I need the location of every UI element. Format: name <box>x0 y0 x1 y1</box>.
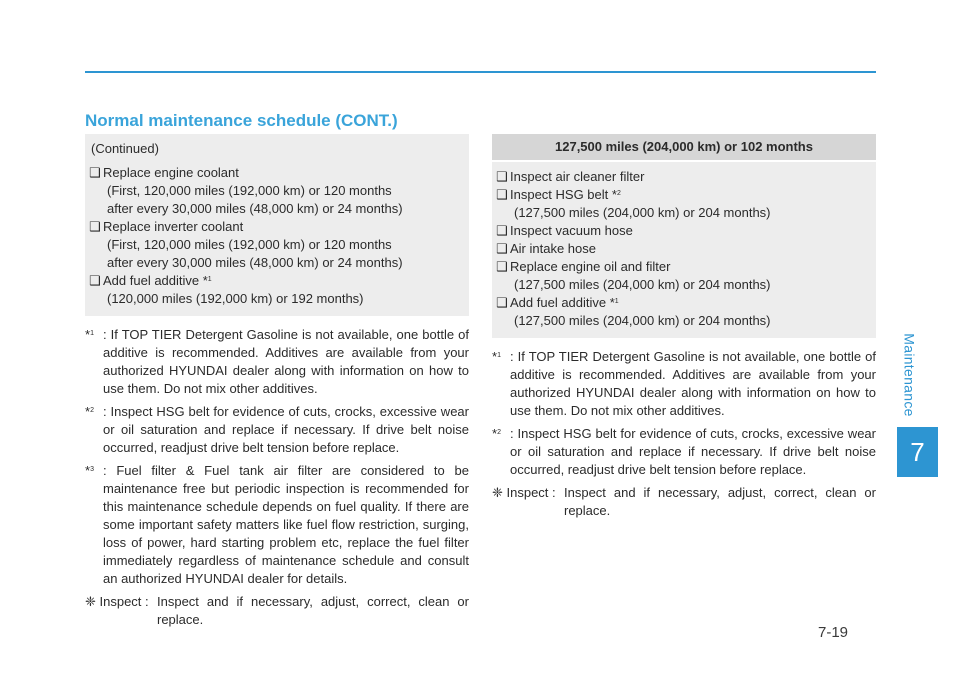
footnote-text: : If TOP TIER Detergent Gasoline is not available, one bottle of additive is recommended. Additives are available from your authorized HYUNDAI dealer along with information on how to use them. Do not mix other additives. <box>510 349 876 418</box>
schedule-item-text: Replace inverter coolant <box>103 219 244 234</box>
checkbox-icon: ❑ <box>89 273 101 288</box>
footnote-number: 1 <box>90 330 94 337</box>
inspect-lead: ❈ Inspect : <box>85 594 149 609</box>
schedule-item-label <box>510 294 619 312</box>
schedule-item-detail: (127,500 miles (204,000 km) or 204 months) <box>514 277 771 292</box>
footnote-text: : Inspect HSG belt for evidence of cuts, crocks, excessive wear or oil saturation and replace if necessary. If drive belt noise occurred, readjust drive belt tension before replace. <box>510 426 876 477</box>
footnote-asterisk: * <box>85 327 91 342</box>
schedule-item-text: Air intake hose <box>510 241 596 256</box>
schedule-item-text: Inspect air cleaner filter <box>510 169 645 184</box>
footnote-mark <box>492 348 510 420</box>
footnote-text: : Inspect HSG belt for evidence of cuts, crocks, excessive wear or oil saturation and replace if necessary. If drive belt noise occurred, readjust drive belt tension before replace. <box>103 404 469 455</box>
footnote-number: 1 <box>497 352 501 359</box>
schedule-item-detail: (First, 120,000 miles (192,000 km) or 120 months <box>107 183 392 198</box>
schedule-item-text: Replace engine oil and filter <box>510 259 671 274</box>
footnote-asterisk: * <box>492 426 498 441</box>
footnote-mark <box>85 403 103 457</box>
footnote-mark <box>85 462 103 588</box>
page-number: 7-19 <box>818 624 849 641</box>
schedule-item-text: Add fuel additive * <box>103 273 208 288</box>
footnote-text: : Fuel filter & Fuel tank air filter are considered to be maintenance free but periodic inspection is recommended for this maintenance schedule depends on fuel quality. If there are some important safety matters like fuel flow restriction, surging, loss of power, hard starting problem etc, replace the fuel filter immediately regardless of maintenance schedule and consult an authorized HYUNDAI dealer for details. <box>103 463 469 586</box>
interval-header: 127,500 miles (204,000 km) or 102 months <box>492 134 876 160</box>
schedule-item-text: Inspect HSG belt * <box>510 187 617 202</box>
right-schedule-box <box>492 162 876 338</box>
footnote-text: : If TOP TIER Detergent Gasoline is not available, one bottle of additive is recommended. Additives are available from your authorized HYUNDAI dealer along with information on how to use them. Do not mix other additives. <box>103 327 469 396</box>
schedule-item <box>89 164 465 182</box>
inspect-lead: ❈ Inspect : <box>492 485 556 500</box>
checkbox-icon: ❑ <box>89 165 101 180</box>
top-divider <box>85 71 876 73</box>
footnote-marker: 1 <box>207 276 212 283</box>
side-tab-label <box>898 330 922 420</box>
checkbox-icon: ❑ <box>496 223 508 238</box>
schedule-item-text: Replace engine coolant <box>103 165 239 180</box>
checkbox-icon: ❑ <box>89 219 101 234</box>
schedule-item-detail: (First, 120,000 miles (192,000 km) or 120 months <box>107 237 392 252</box>
footnote-number: 3 <box>90 466 94 473</box>
right-column <box>492 134 876 520</box>
footnote <box>85 326 469 398</box>
schedule-item-label <box>103 218 243 236</box>
left-item-list <box>89 164 465 308</box>
footnote-asterisk: * <box>85 404 91 419</box>
schedule-item-label <box>510 240 596 258</box>
schedule-item-label <box>103 272 212 290</box>
left-inspect-note <box>85 593 469 629</box>
schedule-item-detail: after every 30,000 miles (48,000 km) or 24 months) <box>107 201 403 216</box>
chapter-number-badge: 7 <box>897 427 938 477</box>
continued-label: (Continued) <box>91 141 159 156</box>
checkbox-icon: ❑ <box>496 295 508 310</box>
left-schedule-box <box>85 134 469 316</box>
schedule-item <box>496 258 872 276</box>
right-inspect-note <box>492 484 876 520</box>
footnote-number: 2 <box>90 407 94 414</box>
schedule-item-label <box>103 164 239 182</box>
footnote-asterisk: * <box>492 349 498 364</box>
schedule-item <box>89 218 465 236</box>
schedule-item-detail: (127,500 miles (204,000 km) or 204 months) <box>514 205 771 220</box>
section-title: Normal maintenance schedule (CONT.) <box>85 111 398 130</box>
schedule-item-label <box>510 222 633 240</box>
right-notes <box>492 348 876 479</box>
checkbox-icon: ❑ <box>496 259 508 274</box>
side-tab-text: Maintenance <box>902 333 918 417</box>
schedule-item <box>496 222 872 240</box>
schedule-item-label <box>510 186 621 204</box>
schedule-item-text: Inspect vacuum hose <box>510 223 633 238</box>
checkbox-icon: ❑ <box>496 169 508 184</box>
footnote-asterisk: * <box>85 463 91 478</box>
schedule-item-text: Add fuel additive * <box>510 295 615 310</box>
left-notes <box>85 326 469 588</box>
footnote-marker: 2 <box>616 190 621 197</box>
left-column <box>85 134 469 629</box>
schedule-item-detail: after every 30,000 miles (48,000 km) or 24 months) <box>107 255 403 270</box>
schedule-item-detail: (127,500 miles (204,000 km) or 204 months) <box>514 313 771 328</box>
footnote <box>492 348 876 420</box>
footnote-number: 2 <box>497 429 501 436</box>
checkbox-icon: ❑ <box>496 187 508 202</box>
checkbox-icon: ❑ <box>496 241 508 256</box>
right-item-list <box>496 168 872 330</box>
schedule-item-detail: (120,000 miles (192,000 km) or 192 months) <box>107 291 364 306</box>
inspect-text: Inspect and if necessary, adjust, correct, clean or replace. <box>564 485 876 518</box>
schedule-item <box>496 186 872 204</box>
footnote <box>85 462 469 588</box>
schedule-item-label <box>510 168 644 186</box>
inspect-text: Inspect and if necessary, adjust, correct, clean or replace. <box>157 594 469 627</box>
schedule-item <box>496 294 872 312</box>
schedule-item-label <box>510 258 670 276</box>
schedule-item <box>89 272 465 290</box>
footnote-marker: 1 <box>614 298 619 305</box>
footnote <box>85 403 469 457</box>
footnote <box>492 425 876 479</box>
footnote-mark <box>492 425 510 479</box>
schedule-item <box>496 240 872 258</box>
footnote-mark <box>85 326 103 398</box>
schedule-item <box>496 168 872 186</box>
